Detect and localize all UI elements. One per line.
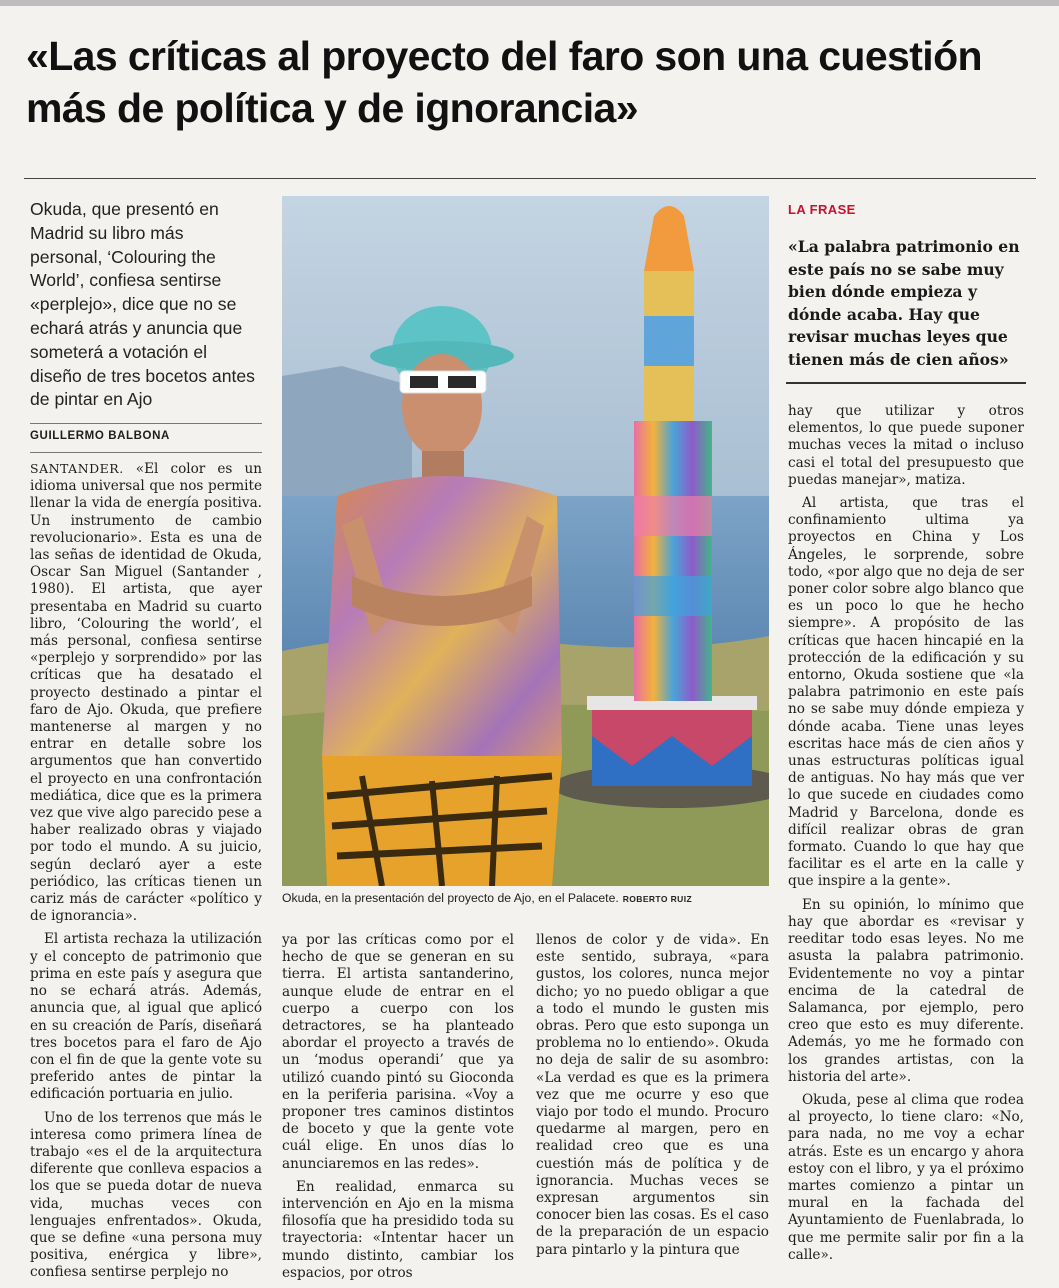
column-3 [536, 932, 769, 1265]
pullquote-text: «La palabra patrimonio en este país no se sabe muy bien dónde empieza y dónde acaba. Hay que revisar muchas leyes que tienen más de cien años» [788, 237, 1020, 369]
photo-okuda-lighthouse [282, 196, 769, 886]
body-paragraph: Al artista, que tras el confinamiento ultima ya proyectos en China y Los Ángeles, le sorprende, sobre todo, «por algo que no deja de ser poner color sobre algo blanco que es un poco lo que he hecho siempre». A propósito de las críticas que hacen hincapié en la protección de la edificación y su entorno, Okuda sostiene que «la palabra patrimonio en este país no se sabe muy dónde empieza y dónde acaba. Tiene unas leyes escritas hace más de cien años y unas estructuras políticas igual de antiguas. No hay más que ver lo que sucede en ciudades como Madrid y Barcelona, donde es difícil realizar obras de gran formato. Cuando lo que hay que facilitar es el arte en la calle y que inspire a la gente». [788, 495, 1024, 890]
pullquote-rule [786, 382, 1026, 384]
headline: «Las críticas al proyecto del faro son una cuestión más de política y de ignorancia» [26, 33, 982, 131]
byline-rule-top [30, 423, 262, 424]
byline-rule-bottom [30, 452, 262, 453]
photo-credit: ROBERTO RUIZ [622, 894, 693, 904]
body-paragraph: ya por las críticas como por el hecho de que se generan en su tierra. El artista santanderino, aunque eludе de entrar en el cuerpo a cuerpo con los detractores, se ha planteado abordar el proyecto a través de un ‘modus operandi’ que ya utilizó cuando pintó su Gioconda en la periferia parisina. «Voy a proponer tres caminos distintos de boceto y que la gente vote cuál elige. En unos días lo anunciaremos en las redes». [282, 932, 514, 1172]
dateline: SANTANDER. [30, 461, 124, 476]
column-4 [788, 403, 1024, 1270]
body-paragraph: SANTANDER. «El color es un idioma universal que nos permite llenar la vida de energía positiva. Un instrumento de cambio revolucionario». Esta es una de las señas de identidad de Okuda, Oscar San Miguel (Santander , 1980). El artista, que ayer presentaba en Madrid su cuarto libro, ‘Colouring the world’, el más personal, confiesa sentirse «perplejo y sorprendido» por las críticas que ha desatado el proyecto destinado a pintar el faro de Ajo. Okuda, que prefiere mantenerse al margen y no entrar en detalle sobre los argumentos que han convertido el proyecto en una confrontación mediática, dice que es la primera vez que vive algo parecido pese a haber realizado obras y viajado por todo el mundo. A su juicio, según declaró ayer a este periódico, las críticas tienen un cariz más de carácter «político y de ignorancia». [30, 461, 262, 925]
column-2 [282, 932, 514, 1288]
standfirst: Okuda, que presentó en Madrid su libro más personal, ‘Colouring the World’, confiesa sentirse «perplejo», dice que no se echará atrás y anuncia que someterá a votación el diseño de tres bocetos antes de pintar en Ajo [30, 199, 255, 410]
body-paragraph: hay que utilizar y otros elementos, lo que puede suponer muchas veces la mitad o incluso casi el total del presupuesto que puedas manejar», matiza. [788, 403, 1024, 488]
top-rule [0, 0, 1059, 6]
column-1 [30, 460, 262, 1288]
photo-caption: Okuda, en la presentación del proyecto de Ajo, en el Palacete. ROBERTO RUIZ [282, 891, 693, 905]
body-paragraph: En realidad, enmarca su intervención en Ajo en la misma filosofía que ha presidido toda su trayectoria: «Intentar hacer un mundo distinto, cambiar los espacios, por otros [282, 1178, 514, 1281]
headline-rule [24, 178, 1036, 179]
body-paragraph: El artista rechaza la utilización y el concepto de patrimonio que prima en este país y asegura que no se echará atrás. Además, anuncia que, al igual que aplicó en su creación de París, diseñará tres bocetos para el faro de Ajo con el fin de que la gente vote su preferido antes de pintar la edificación portuaria en julio. [30, 931, 262, 1103]
body-paragraph: En su opinión, lo mínimo que hay que abordar es «revisar y reeditar todo esas leyes. No me asusta la palabra patrimonio. Evidentemente no voy a pintar encima de la catedral de Salamanca, por ejemplo, pero creo que esto es muy diferente. Además, yo me he formado con los grandes artistas, con la historia del arte». [788, 896, 1024, 1085]
article-photo [282, 196, 769, 886]
body-paragraph: Uno de los terrenos que más le interesa como primera línea de trabajo «es el de la arquitectura diferente que conlleva espacios a los que se pueda dotar de nueva vida, muchas veces con lenguajes enfrentados». Okuda, que se define «una persona muy positiva, enérgica y libre», confiesa sentirse perplejo no [30, 1109, 262, 1281]
body-paragraph: Okuda, pese al clima que rodea al proyecto, lo tiene claro: «No, para nada, no me voy a echar atrás. Este es un encargo y ahora estoy con el libro, y ya el próximo martes comienzo a pintar un mural en la fachada del Ayuntamiento de Fuenlabrada, lo que me permite salir por fin a la calle». [788, 1091, 1024, 1263]
byline: GUILLERMO BALBONA [30, 430, 170, 442]
body-paragraph: llenos de color y de vida». En este sentido, subraya, «para gustos, los colores, nunca mejor dicho; yo no puedo obligar a que a todo el mundo le gusten mis obras. Pero que esto suponga un problema no lo entiendo». Okuda no deja de salir de su asombro: «La verdad es que es la primera vez que me ocurre y eso que viajo por todo el mundo. Procuro quedarme al margen, pero en realidad creo que es una cuestión más de política y de ignorancia. Muchas veces se expresan argumentos sin conocer bien las cosas. Es el caso de la preparación de un espacio para pintarlo y la pintura que [536, 932, 769, 1258]
pullquote-label: LA FRASE [788, 202, 856, 217]
